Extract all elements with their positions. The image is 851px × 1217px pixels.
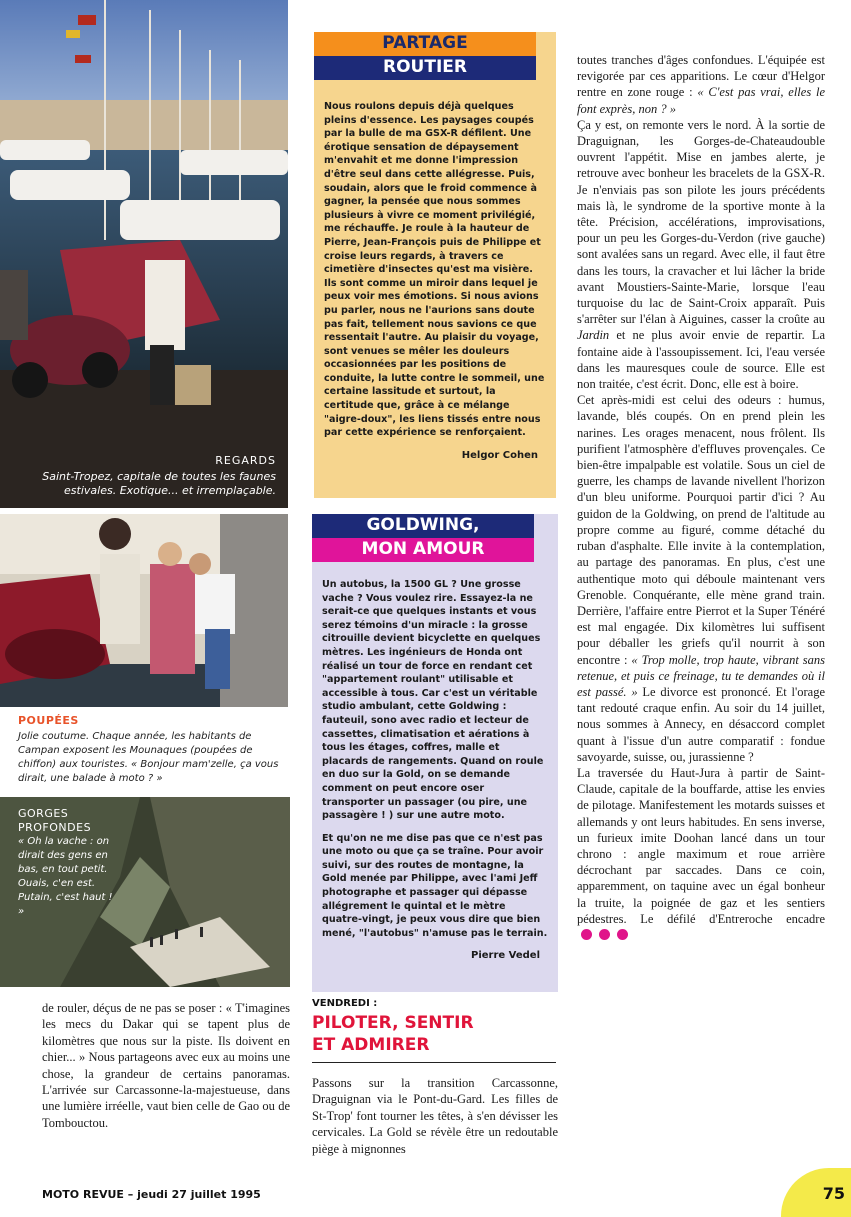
footer-magazine: MOTO REVUE – jeudi 27 juillet 1995: [42, 1188, 261, 1201]
box-signature: Helgor Cohen: [461, 449, 538, 461]
paragraph-3: [577, 392, 825, 765]
caption-heading: POUPÉES: [18, 714, 79, 727]
continuation-dots-icon: [581, 928, 635, 944]
dolls-image: [0, 514, 288, 707]
paragraph-2: [577, 117, 825, 392]
quote: « C'est pas vrai, elles le font exprès, non ? »: [577, 85, 825, 116]
caption-heading-1: GORGES: [18, 807, 69, 820]
box-title-line-1: PARTAGE: [314, 32, 536, 56]
photo-gorges: [0, 797, 290, 987]
photo-caption-gorges: [18, 807, 114, 919]
harbour-image: [0, 0, 288, 508]
box-title-line-1: GOLDWING,: [312, 514, 534, 538]
photo-saint-tropez: [0, 0, 288, 508]
quote: « Trop molle, trop haute, vibrant sans retenue, et puis ce freinage, tu te demandes où il est passé. »: [577, 652, 825, 699]
place-name: Jardin: [577, 328, 610, 343]
caption-heading-2: PROFONDES: [18, 821, 92, 834]
text-run: toutes tranches d'âges confondues. L'équipée est revigorée par ces apparitions. Le cœur d'Helgor rentre en zone rouge :: [577, 53, 825, 100]
text-run: et ne plus avoir envie de repartir. La fontaine aide à l'assoupissement. Ici, l'eau versée dans les mauresques coule de source. Elle est non traitée, c'est écrit. Donc, elle est à boire.: [577, 328, 826, 392]
caption-text: Jolie coutume. Chaque année, les habitants de Campan exposent les Mounaques (poupées de chiffon) aux touristes. « Bonjour mam'zelle, ça vous dirait, une balade à moto ? »: [18, 731, 279, 784]
caption-poupees: [18, 714, 280, 786]
paragraph-1: [577, 52, 825, 117]
text-run: Ça y est, on remonte vers le nord. À la sortie de Draguignan, les Gorges-de-Chateaudouble ouvrent l'appétit. Mise en jambes alerte, je retrouve avec bonheur les bracelets de la GSX-R. Je n'enviais pas son pilote les jours précédents mais là, le syndrome de la sportive monte à la tête. Précision, accélérations, improvisations, pour un peu les Gorges-du-Verdon (rive gauche) sont avalées sans un regard. Avec elle, il faut être dans les tours, la cravacher et lui lâcher la bride avant Moustiers-Sainte-Marie, lorsque l'eau turquoise du lac de Saint-Croix apparaît. Puis s'arrêter sur l'élan à Aiguines, casser la croûte au: [577, 117, 825, 327]
section-title-line-1: PILOTER, SENTIR: [312, 1013, 474, 1033]
section-title-line-2: ET ADMIRER: [312, 1035, 430, 1055]
right-column-text: [577, 52, 825, 944]
box-title-line-2: ROUTIER: [314, 56, 536, 80]
middle-column-text: [312, 1075, 558, 1157]
photo-caption-regards: [6, 454, 276, 498]
box-paragraph-2: Et qu'on ne me dise pas que ce n'est pas une moto ou que ça se traîne. Pour avoir suivi, sur des routes de montagne, la Gold menée par Philippe, avec l'ami Jeff photographe et passager qui dépasse allégrement le quintal et le mètre quatre-vingt, je peux vous dire que bien mené, "l'autobus" n'amuse pas le terrain.: [322, 832, 548, 939]
box-paragraph: Nous roulons depuis déjà quelques pleins d'essence. Les paysages coupés par la bulle de ma GSX-R défilent. Une érotique sensation de dépaysement m'envahit et me donne l'impression d'être seul dans cette allégresse. Puis, soudain, alors que le froid commence à gagner, la pensée que nous sommes plusieurs à vivre ce moment privilégié, me réchauffe. Je roule à la hauteur de Pierre, Jean-François puis de Philippe et croise leurs regards, à travers ce cimetière d'insectes qu'est ma visière. Ils sont comme un miroir dans lequel je peux voir mes émotions. Si nous avions pu parler, nous ne l'aurions sans doute pas fait, tellement nous savions ce que ressentait l'autre. Au plaisir du voyage, sont venues se mêler les douleurs occasionnées par les positions de conduite, la lutte contre le sommeil, une certaine lassitude et surtout, la certitude que, grâce à ce mélange "aigre-doux", les liens tissés entre nous par cette expérience se renforçaient.: [324, 101, 545, 439]
caption-heading: REGARDS: [215, 454, 276, 467]
box-signature: Pierre Vedel: [470, 950, 540, 962]
text-run: Cet après-midi est celui des odeurs : humus, lavande, blés coupés. On en prend plein les narines. Les orages menacent, nous frôlent. Ils purifient l'atmosphère d'effluves provençales. Ce bien-être impalpable est volatile. Sous un ciel de guerre, les champs de lavande nivellent l'horizon d'un bleu uniforme. Pourquoi partir d'ici ? Au guidon de la Goldwing, on prend de l'altitude au propre comme au figuré, comme détaché du ruban d'asphalte. Elle invite à la contemplation, au partage des panoramas. En plus, c'est une authentique moto qui déboule maintenant vers Grenoble. Conquérante, elle mène grand train. Derrière, l'affaire entre Pierrot et la Super Ténéré est mal engagée. Dix kilomètres lui suffisent pour déballer les griefs qu'il nourrit à son encontre :: [577, 393, 825, 667]
section-kicker: VENDREDI :: [312, 998, 378, 1009]
caption-text: Saint-Tropez, capitale de toutes les faunes estivales. Exotique... et irremplaçable.: [42, 470, 276, 497]
sidebar-partage-routier: [314, 32, 556, 498]
box-paragraph-1: Un autobus, la 1500 GL ? Une grosse vache ? Vous voulez rire. Essayez-la ne serait-ce que quelques instants et vous serez témoins d'un miracle : la grosse citrouille devient bicyclette en quelques mètres. Les ingénieurs de Honda ont réalisé un tour de force en rendant cet "appartement roulant" utilisable et accessible à tous. Car c'est un véritable studio ambulant, cette Goldwing : fauteuil, sono avec radio et lecteur de cassettes, climatisation et aérations à tous les étages, coffres, malle et placards de rangements. Quand on roule en duo sur la Gold, on se demande comment on peut encore oser transporter un passager (ou pire, une passagère ! ) sur une autre moto.: [322, 579, 544, 822]
caption-text: « Oh la vache : on dirait des gens en bas, en tout petit. Ouais, c'en est. Putain, c'est haut ! »: [18, 836, 113, 917]
section-rule: [312, 1062, 556, 1063]
photo-poupees: [0, 514, 288, 707]
box-title-line-2: MON AMOUR: [312, 538, 534, 562]
sidebar-goldwing: [312, 514, 558, 992]
page-number: 75: [781, 1168, 851, 1217]
paragraph: Passons sur la transition Carcassonne, Draguignan via le Pont-du-Gard. Les filles de St-Trop' font tourner les têtes, à s'en dévisser les cervicales. La Gold se révèle être un redoutable piège à mignonnes: [312, 1076, 558, 1156]
text-run: Le divorce est prononcé. Et l'orage tant redouté craque enfin. Au soir du 14 juillet, nous sommes à Annecy, en désaccord complet quant à l'issue d'un autre comparatif : fondue savoyarde, suisse, ou, jurassienne ?: [577, 684, 826, 764]
paragraph: de rouler, déçus de ne pas se poser : « T'imagines les mecs du Dakar qui se tapent plus de kilomètres que nous sur la piste. Ils doivent en chier... » Nous partageons avec eux au moins une chose, la grandeur de certains panoramas. L'arrivée sur Carcassonne-la-majestueuse, dans une lumière irréelle, vaut bien celle de Gao ou de Tombouctou.: [42, 1001, 290, 1130]
text-run: La traversée du Haut-Jura à partir de Saint-Claude, capitale de la bouffarde, attise les envies de pilotage. Manifestement les motards suisses et allemands y ont leurs habitudes. En sens inverse, un furieux imite Doohan lancé dans un tour chrono : angle maximum et roue arrière décrochant par saccades. Dans ce coin, apparemment, on taquine avec un égal bonheur la truite, la poignée de gaz et les sentiers pédestres. Le défilé d'Entreroche encadre: [577, 765, 825, 926]
paragraph-4: [577, 765, 825, 944]
section-vendredi: [312, 998, 556, 1063]
left-column-text: [42, 1000, 290, 1131]
